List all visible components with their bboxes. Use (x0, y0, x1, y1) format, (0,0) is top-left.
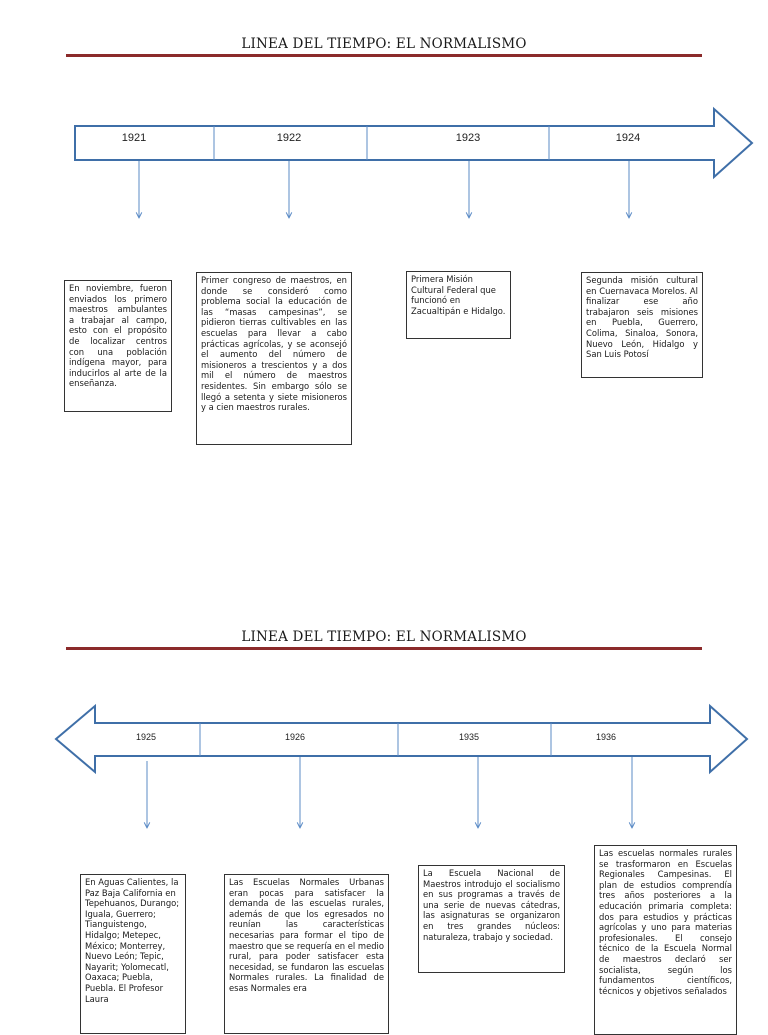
event-box-1936: Las escuelas normales rurales se trasformaron en Escuelas Regionales Campesinas. El plan de estudios comprendía tres años posteriores a la educación primaria completa: dos para estudios y prácticas agrícolas y uno para materias profesionales. El consejo técnico de la Escuela Normal de maestros declaró ser socialista, según los fundamentos científicos, técnicos y objetivos señalados (594, 845, 737, 1035)
timeline1-title: LINEA DEL TIEMPO: EL NORMALISMO (241, 36, 527, 52)
event-box-1924: Segunda misión cultural en Cuernavaca Morelos. Al finalizar ese año trabajaron seis misiones en Puebla, Guerrero, Colima, Sinaloa, Sonora, Nuevo León, Hidalgo y San Luis Potosí (581, 272, 703, 378)
timeline2-year: 1925 (135, 732, 157, 742)
timeline2-year: 1936 (595, 732, 617, 742)
event-box-1922: Primer congreso de maestros, en donde se consideró como problema social la educación de las “masas campesinas”, se pidieron tierras cultivables en las escuelas para llevar a cabo prácticas agrícolas, y se aconsejó el aumento del número de misioneros a trescientos y a dos mil el número de maestros residentes. Sin embargo sólo se llegó a setenta y siete misioneros y a cien maestros rurales. (196, 272, 352, 445)
timeline2-double-arrow (56, 706, 747, 772)
timeline1-year: 1921 (121, 132, 147, 144)
timeline1-year: 1923 (455, 132, 481, 144)
timeline1-year: 1922 (276, 132, 302, 144)
timeline2-year: 1926 (284, 732, 306, 742)
event-box-1921: En noviembre, fueron enviados los primero maestros ambulantes a trabajar al campo, esto con el propósito de localizar centros con una población indígena mayor, para inducirlos al arte de la enseñanza. (64, 280, 172, 412)
timeline2-title: LINEA DEL TIEMPO: EL NORMALISMO (241, 629, 527, 645)
event-box-1935: La Escuela Nacional de Maestros introdujo el socialismo en sus programas a través de una serie de nuevas cátedras, las asignaturas se organizaron en tres grandes núcleos: naturaleza, trabajo y sociedad. (418, 865, 565, 973)
event-box-1926: Las Escuelas Normales Urbanas eran pocas para satisfacer la demanda de las escuelas rurales, además de que los egresados no reunían las características necesarias para formar el tipo de maestro que se requería en el medio rural, para poder satisfacer esta necesidad, se fundaron las escuelas Normales rurales. La finalidad de esas Normales era (224, 874, 389, 1034)
timeline2-graphic (0, 690, 768, 840)
timeline1-year: 1924 (615, 132, 641, 144)
event-box-1925: En Aguas Calientes, la Paz Baja California en Tepehuanos, Durango; Iguala, Guerrero; Tianguistengo, Hidalgo; Metepec, México; Monterrey, Nuevo León; Tepic, Nayarit; Yolomecatl, Oaxaca; Puebla, Puebla. El Profesor Laura (80, 874, 186, 1034)
timeline2-year: 1935 (458, 732, 480, 742)
timeline1-graphic (0, 0, 768, 240)
event-box-1923: Primera Misión Cultural Federal que funcionó en Zacualtipán e Hidalgo. (406, 271, 511, 339)
timeline1-arrow (75, 109, 752, 177)
timeline2-title-rule (66, 647, 702, 650)
